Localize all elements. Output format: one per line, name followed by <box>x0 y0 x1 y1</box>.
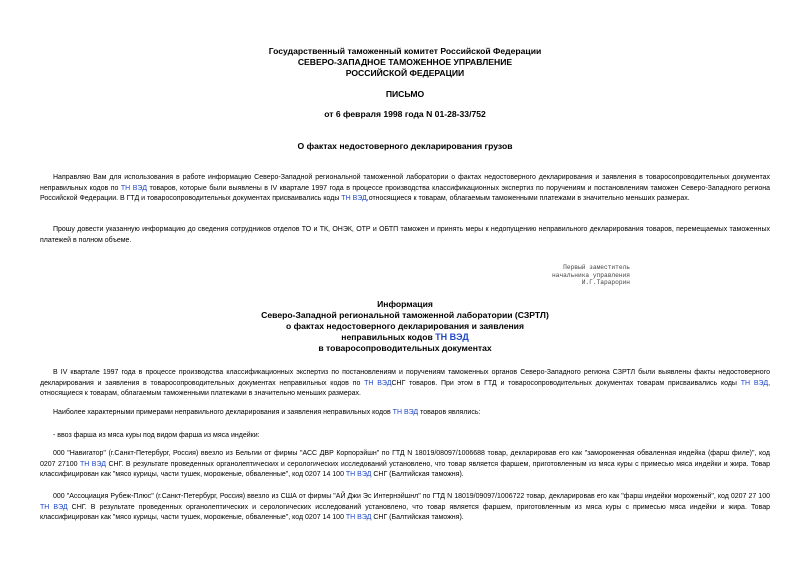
tn-ved-link[interactable]: ТН ВЭД <box>364 379 392 387</box>
tn-ved-link[interactable]: ТН ВЭД <box>392 409 419 416</box>
signature-title: Первый заместитель <box>563 264 630 271</box>
text-segment: СНГ товаров. При этом в ГТД и товаросопроводительных документах товарам присваивались коды <box>391 379 741 387</box>
text-segment: 000 "Навигатор" (г.Санкт-Петербург, Россия) ввезло из Бельгии от фирмы "АСС ДВР Корпорэйшн" по ГТД N 18019/08097/1006688 товар, декларировав его как "замороженная обваленная индейка (фарш филе)", код 0207 27100 <box>40 450 770 468</box>
info-paragraph-4 <box>40 449 770 481</box>
info-paragraph-5 <box>40 492 770 524</box>
document-type: ПИСЬМО <box>385 89 425 99</box>
text-segment: , относящиеся к товарам, облагаемым таможенными платежами в значительно меньших размерах. <box>40 379 771 397</box>
text-segment: СНГ (Балтийская таможня). <box>371 514 464 521</box>
info-title-line-5: в товаросопроводительных документах <box>318 343 492 353</box>
tn-ved-link[interactable]: ТН ВЭД <box>435 332 469 342</box>
text-segment: В IV квартале 1997 года в процессе производства классификационных экспертиз по постановлениям и поручениям таможенных органов Северо-Западного региона СЗРТЛ были выявлены факты недостоверного декларирования и заявления в товаросопроводительных документах неправильных кодов по <box>40 369 770 387</box>
signature-position: начальника управления <box>552 271 630 279</box>
header-line-2: СЕВЕРО-ЗАПАДНОЕ ТАМОЖЕННОЕ УПРАВЛЕНИЕ <box>297 57 513 67</box>
tn-ved-link[interactable]: ТН ВЭД <box>740 379 769 387</box>
text-segment: Наиболее характерными примерами неправильного декларирования и заявления неправильных кодов <box>53 409 393 416</box>
text-segment: СНГ. В результате проведенных органолептических и серологических исследований установлено, что товар является фаршем, приготовленным из мяса куры с примесью мяса индейки и жира. Товар классифицирован как "мясо курицы, части тушек, мороженые, обваленные", код 0207 14 100 <box>40 503 771 521</box>
text-segment: СНГ. В результате проведенных органолептических и серологических исследований установлено, что товар является фаршем, приготовленным из мяса куры с примесью мяса индейки и жира. Товар классифицирован как "мясо курицы, части тушек, мороженые, обваленные", код 0207 14 100 <box>40 460 771 478</box>
document-header <box>40 46 770 79</box>
document-subject: О фактах недостоверного декларирования грузов <box>297 141 513 151</box>
info-paragraph-2 <box>40 408 770 419</box>
header-line-1: Государственный таможенный комитет Российской Федерации <box>268 46 542 56</box>
tn-ved-link[interactable]: ТН ВЭД <box>40 503 68 511</box>
text-segment: товаров, которые были выявлены в IV квартале 1997 года в процессе производства классификационных экспертиз по поручениям и постановлениям таможен Северо-Западного региона Российской Федерации. В ГТД и товаросопроводительных документах присваивались коды <box>40 184 771 202</box>
text-segment: товаров являлись: <box>418 409 481 416</box>
info-title-line-3: о фактах недостоверного декларирования и заявления <box>286 321 524 331</box>
text-segment: неправильных кодов <box>341 332 436 342</box>
tn-ved-link[interactable]: ТН ВЭД <box>79 460 106 468</box>
tn-ved-link[interactable]: ТН ВЭД <box>345 514 372 521</box>
info-paragraph-1 <box>40 368 770 400</box>
text-segment: СНГ (Балтийская таможня). <box>371 471 464 478</box>
text-segment: ,относящиеся к товарам, облагаемым таможенными платежами в значительно меньших размерах. <box>366 195 690 202</box>
letter-paragraph-1 <box>40 173 770 205</box>
info-title-line-1: Информация <box>377 299 433 309</box>
info-title-line-4 <box>40 332 770 343</box>
info-title <box>40 299 770 354</box>
tn-ved-link[interactable]: ТН ВЭД <box>345 471 372 478</box>
tn-ved-link[interactable]: ТН ВЭД <box>341 195 367 202</box>
text-segment: Направляю Вам для использования в работе информацию Северо-Западной региональной таможенной лаборатории о фактах недостоверного декларирования и заявления в товаросопроводительных документах неправильных кодов по <box>40 174 770 192</box>
info-title-line-2: Северо-Западной региональной таможенной лаборатории (СЗРТЛ) <box>261 310 549 320</box>
header-line-3: РОССИЙСКОЙ ФЕДЕРАЦИИ <box>345 68 465 78</box>
letter-paragraph-2: Прошу довести указанную информацию до сведения сотрудников отделов ТО и ТК, ОНЭК, ОТР и ОБТП таможен и принять меры к недопущению неправильного декларирования товаров, перемещаемых таможенных платежей в полном объеме. <box>40 226 770 244</box>
signature-block <box>535 264 630 287</box>
tn-ved-link[interactable]: ТН ВЭД <box>120 184 147 192</box>
document-date-number: от 6 февраля 1998 года N 01-28-33/752 <box>324 109 486 119</box>
signature-name: И.Г.Тарарорин <box>581 279 630 287</box>
text-segment: 000 "Ассоциация Рубеж-Плюс" (г.Санкт-Петербург, Россия) ввезло из США от фирмы "АЙ Джи Эс Интернэйшнл" по ГТД N 18019/09097/1006722 товар, декларировав его как "фарш индейки мороженый", код 0207 27 100 <box>53 493 770 500</box>
info-paragraph-3: - ввоз фарша из мяса куры под видом фарша из мяса индейки: <box>53 432 260 439</box>
